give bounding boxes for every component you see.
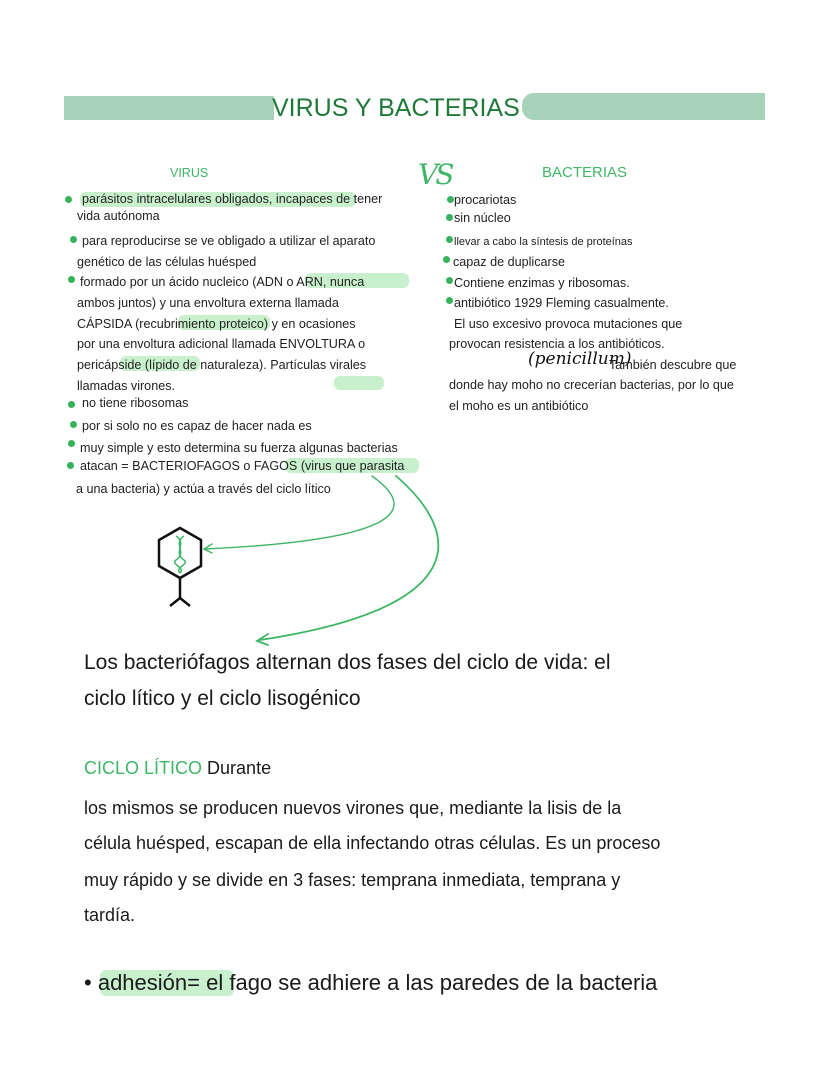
- bacteria-line: llevar a cabo la síntesis de proteínas: [454, 236, 633, 248]
- virus-line: ambos juntos) y una envoltura externa llamada: [77, 296, 339, 310]
- arrow-to-phage: [204, 476, 394, 553]
- bacteria-heading: BACTERIAS: [542, 164, 628, 181]
- virus-line: para reproducirse se ve obligado a utilizar el aparato: [82, 234, 376, 248]
- virus-line: muy simple y esto determina su fuerza algunas bacterias: [80, 441, 398, 455]
- virus-line: llamadas virones.: [77, 379, 175, 393]
- virus-line: por una envoltura adicional llamada ENVOLTURA o: [77, 337, 366, 351]
- virus-line: genético de las células huésped: [77, 255, 257, 269]
- virus-line: por si solo no es capaz de hacer nada es: [82, 419, 312, 433]
- page-title: VIRUS Y BACTERIAS: [272, 94, 520, 122]
- bacteriophage-icon: [159, 528, 201, 606]
- lytic-body-line: célula huésped, escapan de ella infectando otras células. Es un proceso: [84, 833, 661, 853]
- adhesion-line: [84, 970, 657, 996]
- adhesion-rest: el fago se adhiere a las paredes de la bacteria: [206, 970, 658, 995]
- bacteria-line: El uso excesivo provoca mutaciones que: [454, 317, 683, 331]
- phases-intro-line: ciclo lítico y el ciclo lisogénico: [84, 687, 361, 710]
- virus-line: formado por un ácido nucleico (ADN o ARN, nunca: [80, 275, 365, 289]
- lytic-body-line: muy rápido y se divide en 3 fases: temprana inmediata, temprana y: [84, 870, 621, 890]
- bacteria-line: el moho es un antibiótico: [449, 399, 589, 413]
- virus-line: CÁPSIDA (recubrimiento proteico) y en ocasiones: [77, 317, 356, 331]
- lytic-body-line: los mismos se producen nuevos virones que, mediante la lisis de la: [84, 798, 622, 818]
- bacteria-line: sin núcleo: [454, 211, 511, 225]
- bacteria-line: capaz de duplicarse: [453, 255, 566, 269]
- adhesion-term: adhesión=: [97, 970, 200, 995]
- virus-line: no tiene ribosomas: [82, 396, 189, 410]
- virus-line: vida autónoma: [77, 209, 160, 223]
- bacteria-line: donde hay moho no crecerían bacterias, por lo que: [449, 378, 734, 392]
- lytic-heading-label: CICLO LÍTICO: [84, 758, 203, 778]
- handwritten-note: (penicillum): [528, 349, 632, 369]
- lytic-heading-rest: Durante: [207, 758, 272, 778]
- arrow-to-text: [257, 476, 438, 645]
- phases-intro-line: Los bacteriófagos alternan dos fases del ciclo de vida: el: [84, 651, 611, 674]
- virus-heading: VIRUS: [170, 166, 209, 180]
- virus-line: atacan = BACTERIOFAGOS o FAGOS (virus que parasita: [80, 459, 405, 473]
- virus-line: parásitos intracelulares obligados, incapaces de tener: [82, 192, 383, 206]
- bacteria-line: antibiótico 1929 Fleming casualmente.: [454, 296, 669, 310]
- lytic-heading: [84, 757, 271, 779]
- bacteria-line: También descubre que: [609, 358, 737, 372]
- vs-label: VS: [418, 158, 452, 191]
- bacteria-line: provocan resistencia a los antibióticos.: [449, 337, 665, 351]
- lytic-body-line: tardía.: [84, 905, 136, 925]
- bacteria-line: procariotas: [454, 193, 517, 207]
- bacteria-line: Contiene enzimas y ribosomas.: [454, 276, 630, 290]
- virus-line: pericápside (lípido de naturaleza). Partículas virales: [77, 358, 367, 372]
- virus-line: a una bacteria) y actúa a través del ciclo lítico: [76, 482, 331, 496]
- bullet-symbol: •: [84, 970, 92, 995]
